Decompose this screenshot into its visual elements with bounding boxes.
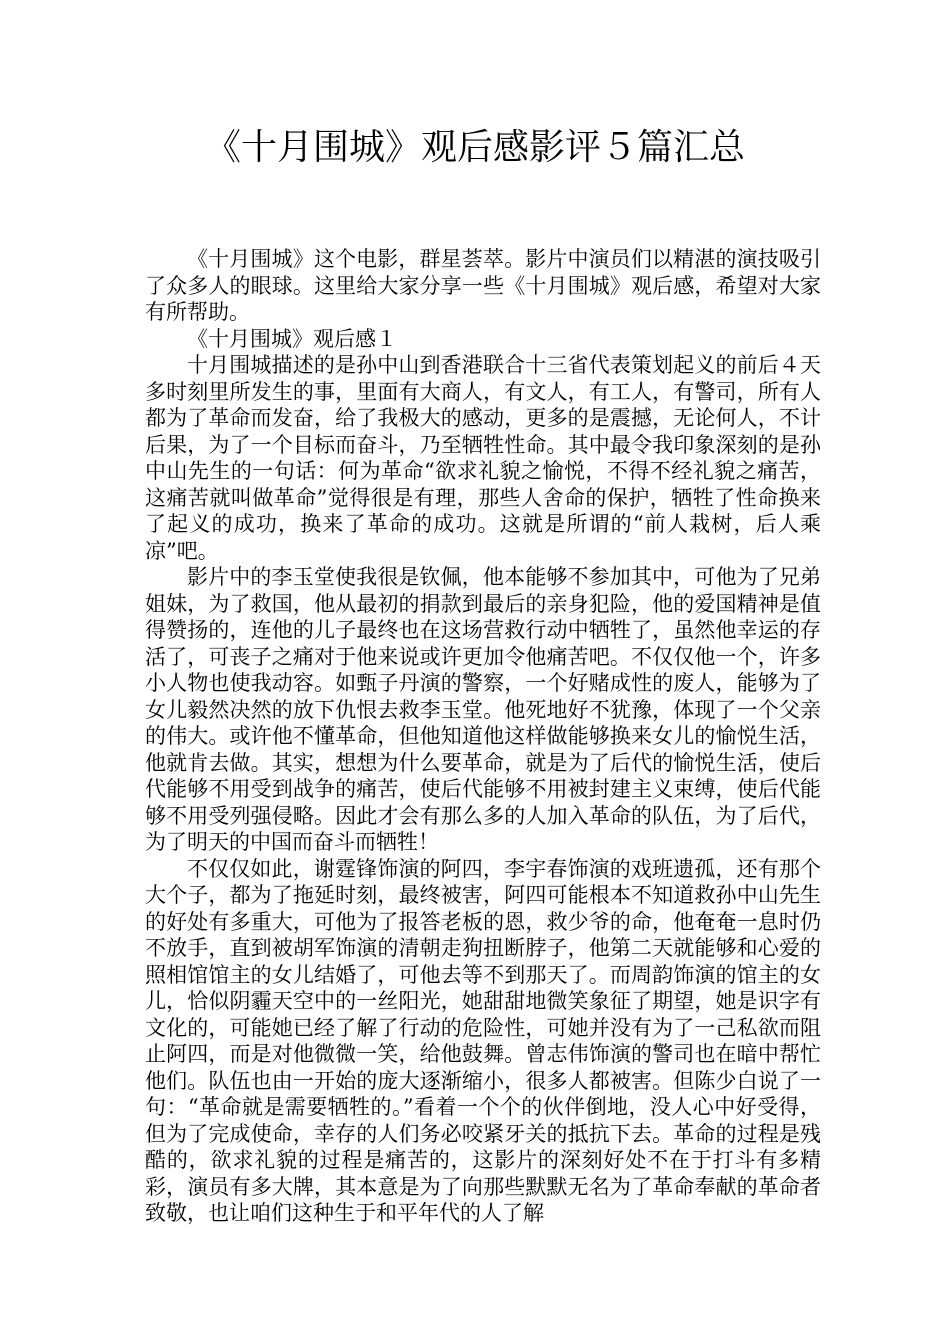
body-paragraph: 十月围城描述的是孙中山到香港联合十三省代表策划起义的前后４天多时刻里所发生的事，里面有大商人，有文人，有工人，有警司，所有人都为了革命而发奋，给了我极大的感动，更多的是震撼，无论何人，不计后果，为了一个目标而奋斗，乃至牺牲性命。其中最令我印象深刻的是孙中山先生的一句话：何为革命“欲求礼貌之愉悦，不得不经礼貌之痛苦，这痛苦就叫做革命”觉得很是有理，那些人舍命的保护，牺牲了性命换来了起义的成功，换来了革命的成功。这就是所谓的“前人栽树，后人乘凉”吧。 — [145, 353, 821, 563]
body-paragraph: 影片中的李玉堂使我很是钦佩，他本能够不参加其中，可他为了兄弟姐妹，为了救国，他从最初的捐款到最后的亲身犯险，他的爱国精神是值得赞扬的，连他的儿子最终也在这场营救行动中牺牲了，虽然他幸运的存活了，可丧子之痛对于他来说或许更加令他痛苦吧。不仅仅他一个，许多小人物也使我动容。如甄子丹演的警察，一个好赌成性的废人，能够为了女儿毅然决然的放下仇恨去救李玉堂。他死地好不犹豫，体现了一个父亲的伟大。或许他不懂革命，但他知道他这样做能够换来女儿的愉悦生活，他就肯去做。其实，想想为什么要革命，就是为了后代的愉悦生活，使后代能够不用受到战争的痛苦，使后代能够不用被封建主义束缚，使后代能够不用受列强侵略。因此才会有那么多的人加入革命的队伍，为了后代，为了明天的中国而奋斗而牺牲！ — [145, 565, 821, 854]
body-paragraph: 不仅仅如此，谢霆锋饰演的阿四，李宇春饰演的戏班遗孤，还有那个大个子，都为了拖延时刻，最终被害，阿四可能根本不知道救孙中山先生的好处有多重大，可他为了报答老板的恩，救少爷的命，他奄奄一息时仍不放手，直到被胡军饰演的清朝走狗扭断脖子，他第二天就能够和心爱的照相馆馆主的女儿结婚了，可他去等不到那天了。而周韵饰演的馆主的女儿，恰似阴霾天空中的一丝阳光，她甜甜地微笑象征了期望，她是识字有文化的，可能她已经了解了行动的危险性，可她并没有为了一己私欲而阻止阿四，而是对他微微一笑，给他鼓舞。曾志伟饰演的警司也在暗中帮忙他们。队伍也由一开始的庞大逐渐缩小，很多人都被害。但陈少白说了一句：“革命就是需要牺牲的。”看着一个个的伙伴倒地，没人心中好受得，但为了完成使命，幸存的人们务必咬紧牙关的抵抗下去。革命的过程是残酷的，欲求礼貌的过程是痛苦的，这影片的深刻好处不在于打斗有多精彩，演员有多大牌，其本意是为了向那些默默无名为了革命奉献的革命者致敬，也让咱们这种生于和平年代的人了解 — [145, 856, 821, 1225]
document-body — [145, 246, 821, 1227]
document-title: 《十月围城》观后感影评５篇汇总 — [204, 127, 745, 168]
section-heading: 《十月围城》观后感１ — [187, 326, 397, 351]
intro-paragraph: 《十月围城》这个电影，群星荟萃。影片中演员们以精湛的演技吸引了众多人的眼球。这里给大家分享一些《十月围城》观后感，希望对大家有所帮助。 — [145, 247, 821, 324]
